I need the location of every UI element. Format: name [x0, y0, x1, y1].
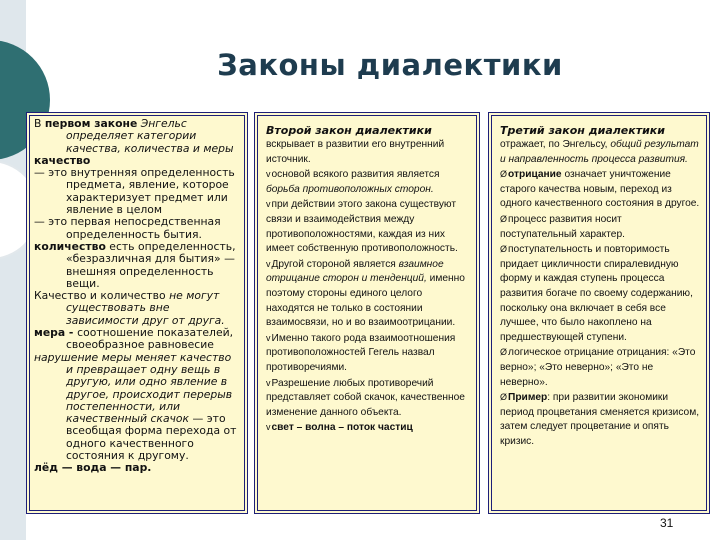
- bullet-icon: v: [266, 377, 271, 388]
- list-item: [266, 376, 468, 421]
- bullet-icon: v: [266, 258, 271, 269]
- arrow-bullet-icon: Ø: [500, 347, 508, 358]
- first-law-intro: [34, 118, 240, 155]
- quantity-term: количество: [34, 239, 106, 253]
- first-law-example: лёд — вода — пар.: [34, 461, 152, 475]
- list-item: [266, 420, 468, 436]
- list-item: [500, 242, 700, 345]
- third-law-panel: [488, 112, 710, 514]
- bullet-icon: v: [266, 199, 271, 210]
- text: основой всякого развития является: [271, 169, 440, 181]
- quality-definition: — это внутренняя определенность предмета, явление, которое характеризует предмет или явление в целом: [34, 166, 235, 217]
- bullet-icon: v: [266, 332, 271, 343]
- quality-quantity-relation: [34, 290, 240, 327]
- arrow-bullet-icon: Ø: [500, 213, 508, 224]
- second-law-heading: Второй закон диалектики: [266, 124, 432, 137]
- second-law-intro: вскрывает в развитии его внутренний источник.: [266, 139, 445, 165]
- text: не могут существовать вне зависимости друг от друга.: [66, 289, 225, 327]
- list-item: [500, 167, 700, 212]
- list-item: [266, 257, 468, 331]
- text: логическое отрицание отрицания: «Это верно»; «Это неверно»; «Это не неверно».: [500, 347, 696, 388]
- list-item: [500, 345, 700, 390]
- text: Другой стороной является: [271, 258, 399, 270]
- text: нарушение меры меняет качество и превращает одну вещь в другую, или одно явление в другое, происходит перерыв постепенности, или качественный скачок: [34, 350, 233, 426]
- text: В: [34, 117, 45, 130]
- text: при действии этого закона существуют связи и взаимодействия между противоположностями, каждая из них имеет собственную противоположность.: [266, 199, 458, 255]
- negation-term: отрицание: [508, 169, 562, 181]
- text: Именно такого рода взаимоотношения противоположностей Гегель назвал противоречиями.: [266, 332, 456, 373]
- text: отражает, по Энгельсу,: [500, 139, 611, 150]
- first-law-term: первом законе: [44, 117, 138, 130]
- arrow-bullet-icon: Ø: [500, 392, 508, 403]
- text: : при развитии экономики период процветания сменяется кризисом, затем следует процветание и опять кризис.: [500, 392, 700, 447]
- measure-violation: [34, 352, 240, 463]
- example-term: Пример: [508, 392, 548, 404]
- third-law-heading: Третий закон диалектики: [500, 124, 665, 137]
- quantity-definition: [34, 241, 240, 290]
- arrow-bullet-icon: Ø: [500, 244, 508, 255]
- text: процесс развития носит поступательный характер.: [500, 213, 625, 240]
- quality-term: качество: [34, 153, 91, 167]
- second-law-panel: [254, 112, 480, 514]
- list-item: [266, 197, 468, 256]
- bullet-icon: v: [266, 169, 271, 180]
- measure-definition: [34, 327, 240, 352]
- quality-definition-2: — это первая непосредственная определенность бытия.: [34, 215, 221, 241]
- text: борьба противоположных сторон.: [266, 183, 434, 195]
- text: общий результат и направленность процесса развития.: [500, 139, 699, 165]
- text: есть определенность, «безразличная для бытия» — внешняя определенность вещи.: [66, 239, 236, 290]
- text: Энгельс определяет категории качества, количества и меры: [66, 117, 234, 155]
- list-item: [266, 167, 468, 197]
- list-item: [500, 212, 700, 242]
- text: Разрешение любых противоречий представляет собой скачок, качественное изменение данного объекта.: [266, 377, 465, 418]
- bullet-icon: v: [266, 422, 271, 433]
- text: означает уничтожение старого качества новым, переход из одного качественного состояния в другое.: [500, 169, 700, 210]
- arrow-bullet-icon: Ø: [500, 169, 508, 180]
- second-law-example: свет – волна – поток частиц: [271, 422, 413, 434]
- first-law-panel: [26, 112, 248, 514]
- measure-term: мера -: [34, 326, 78, 340]
- text: именно поэтому стороны единого целого находятся не только в состоянии взаимосвязи, но и во взаимоотрицании.: [266, 273, 465, 329]
- text: поступательность и повторимость придает цикличности спиралевидную форму и каждая ступень процесса развития богаче по своему содержанию, поскольку она включает в себя все лучшее, что было накоплено на предшествующей ступени.: [500, 244, 693, 343]
- list-item: [266, 331, 468, 376]
- page-number: 31: [660, 516, 674, 530]
- slide-title: Законы диалектики: [217, 48, 563, 82]
- text: соотношение показателей, своеобразное равновесие: [66, 326, 234, 352]
- text: — это всеобщая форма перехода от одного качественного состояния к другому.: [66, 412, 237, 463]
- third-law-intro: [500, 138, 700, 167]
- text: Качество и количество: [34, 289, 170, 303]
- list-item: [500, 390, 700, 449]
- text: взаимное отрицание сторон и тенденций,: [266, 258, 444, 285]
